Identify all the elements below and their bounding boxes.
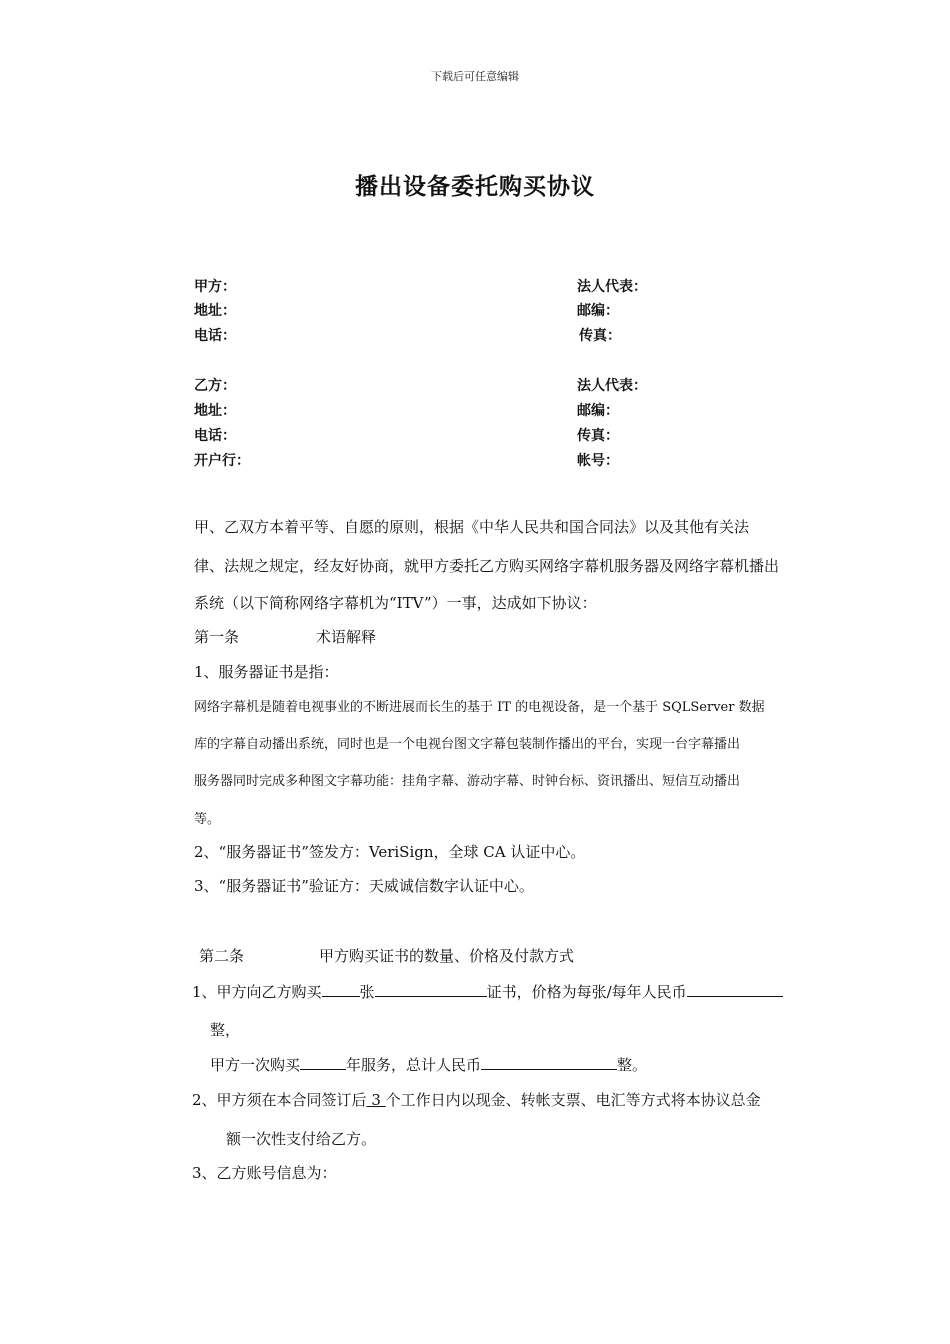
intro-line-3: 系统（以下简称网络字幕机为“ITV”）一事，达成如下协议： [194, 594, 597, 612]
party-b-name-label: 乙方： [194, 378, 236, 394]
article-2-number: 第二条 [199, 947, 245, 965]
purchase-line-text-c: 整。 [617, 1056, 648, 1074]
intro-line-1: 甲、乙双方本着平等、自愿的原则，根据《中华人民共和国合同法》以及其他有关法 [194, 518, 750, 536]
article-2-purchase-line [210, 1054, 647, 1075]
article-1-desc-line-4: 等。 [194, 812, 221, 827]
party-a-postcode-label: 邮编： [577, 303, 619, 319]
purchase-line-text-b: 年服务，总计人民币 [346, 1056, 482, 1074]
intro-line-2: 律、法规之规定，经友好协商，就甲方委托乙方购买网络字幕机服务器及网络字幕机播出 [194, 557, 780, 575]
party-a-legal-rep-label: 法人代表： [577, 279, 647, 295]
years-blank [300, 1055, 346, 1070]
unit-price-blank [687, 982, 783, 997]
article-2-item-1 [192, 981, 832, 1002]
article-1-item-1: 1、服务器证书是指： [194, 663, 339, 681]
purchase-line-text-a: 甲方一次购买 [210, 1056, 301, 1074]
party-b-fax-label: 传真： [577, 428, 619, 444]
quantity-blank [322, 982, 360, 997]
article-1-desc-line-2: 库的字幕自动播出系统，同时也是一个电视台图文字幕包装制作播出的平台，实现一台字幕播出 [194, 737, 741, 752]
total-amount-blank [481, 1055, 617, 1070]
article-2-item-1-text-b: 张 [359, 983, 375, 1001]
certificate-type-blank [375, 982, 487, 997]
article-1-number: 第一条 [194, 628, 240, 646]
article-2-item-1-text-a: 1、甲方向乙方购买 [192, 983, 322, 1001]
article-1-heading: 术语解释 [316, 628, 377, 646]
article-1-item-3: 3、“服务器证书”验证方：天威诚信数字认证中心。 [194, 877, 534, 895]
article-2-item-2-line-2: 额一次性支付给乙方。 [226, 1130, 377, 1148]
article-2-item-2-text-b: 个工作日内以现金、转帐支票、电汇等方式将本协议总金 [385, 1091, 761, 1109]
article-1-item-2: 2、“服务器证书”签发方：VeriSign，全球 CA 认证中心。 [194, 843, 586, 861]
party-b-postcode-label: 邮编： [577, 403, 619, 419]
document-title: 播出设备委托购买协议 [355, 173, 595, 200]
article-2-item-1-text-c: 证书，价格为每张/每年人民币 [486, 983, 687, 1001]
article-2-item-2-text-a: 2、甲方须在本合同签订后 [192, 1091, 367, 1109]
party-a-address-label: 地址： [194, 303, 236, 319]
party-b-address-label: 地址： [194, 403, 236, 419]
header-note: 下载后可任意编辑 [431, 70, 519, 83]
party-a-phone-label: 电话： [194, 328, 236, 344]
party-b-account-label: 帐号： [577, 453, 619, 469]
payment-days-value: 3 [371, 1091, 381, 1109]
party-a-name-label: 甲方： [194, 279, 236, 295]
article-2-heading: 甲方购买证书的数量、价格及付款方式 [319, 947, 575, 965]
party-b-phone-label: 电话： [194, 428, 236, 444]
article-2-item-3: 3、乙方账号信息为： [192, 1164, 337, 1182]
article-2-item-2 [192, 1089, 832, 1110]
article-1-desc-line-3: 服务器同时完成多种图文字幕功能：挂角字幕、游动字幕、时钟台标、资讯播出、短信互动播出 [194, 774, 741, 789]
party-b-legal-rep-label: 法人代表： [577, 378, 647, 394]
article-1-desc-line-1: 网络字幕机是随着电视事业的不断进展而长生的基于 IT 的电视设备，是一个基于 SQLServer 数据 [194, 700, 765, 715]
party-a-fax-label: 传真： [579, 328, 621, 344]
party-b-bank-label: 开户行： [194, 453, 250, 469]
article-2-item-1-tail: 整， [210, 1021, 241, 1039]
